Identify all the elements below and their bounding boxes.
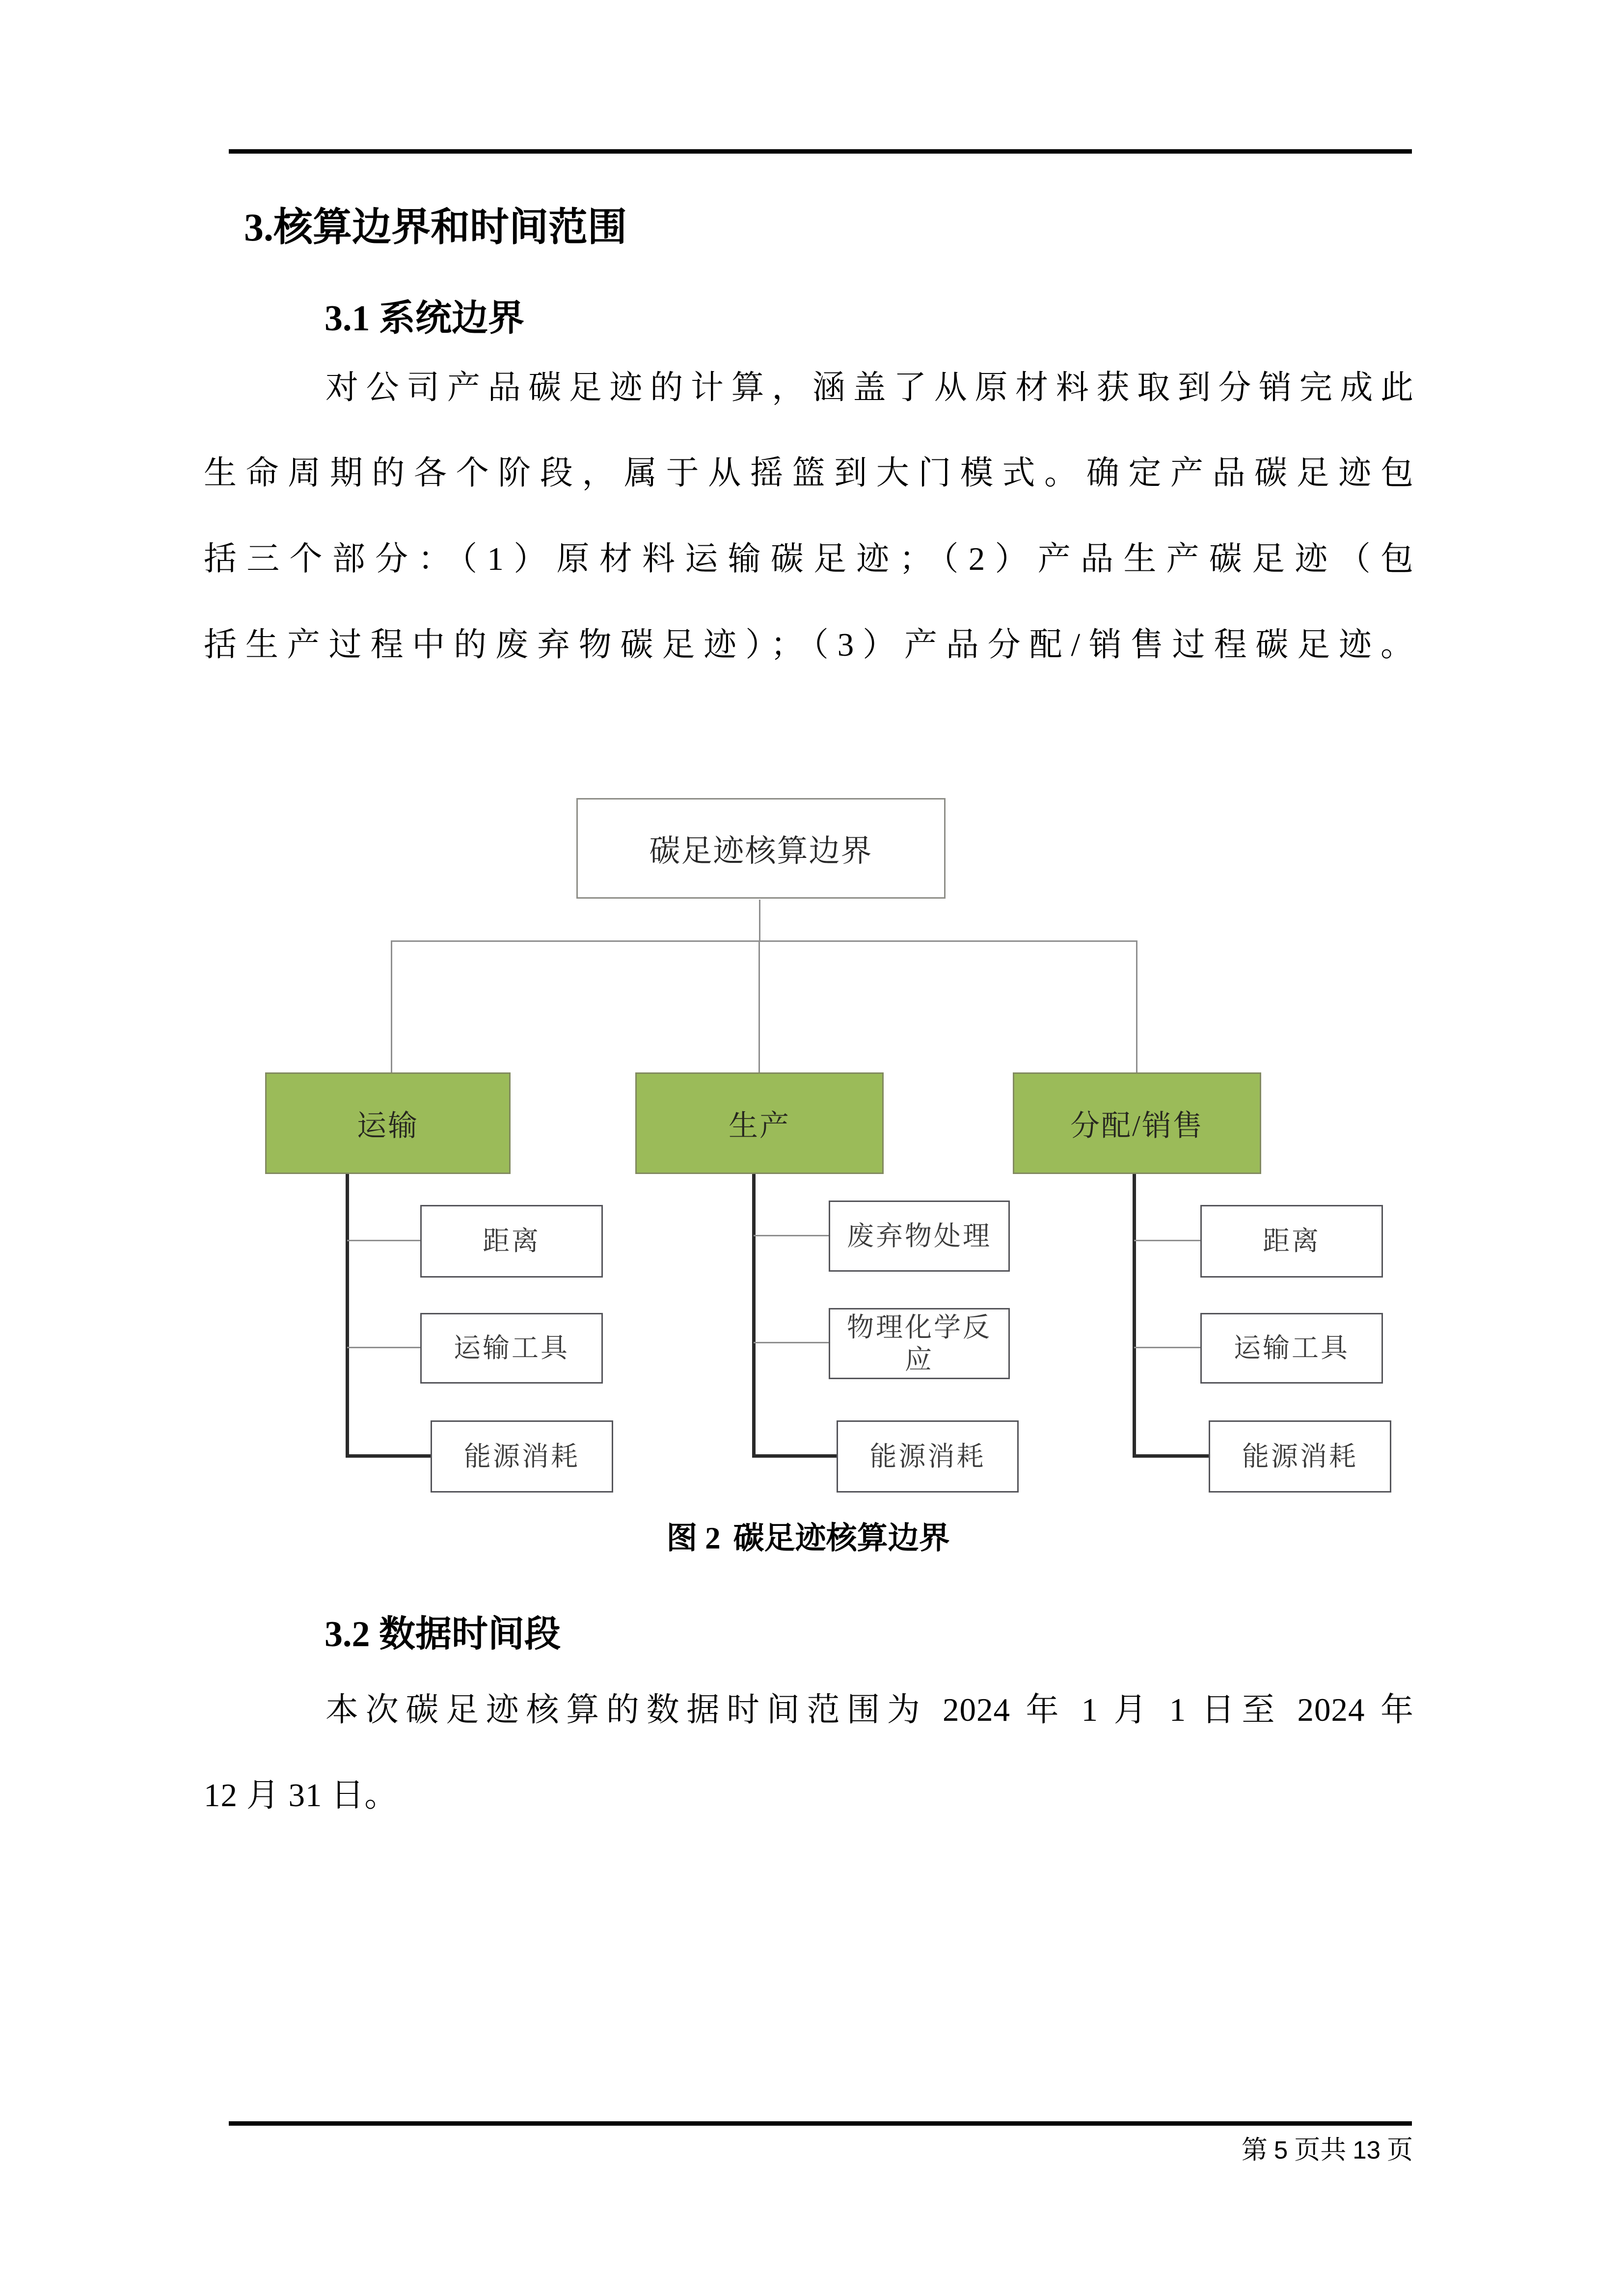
diagram-leaf-production-waste bbox=[829, 1201, 1010, 1272]
figure-caption bbox=[204, 1521, 1412, 1556]
paragraph-3-2-line-2: 12 月 31 日。 bbox=[204, 1777, 398, 1814]
current-page-number: 5 bbox=[1273, 2136, 1288, 2164]
connector-root-vertical bbox=[759, 900, 760, 941]
header-divider-line bbox=[229, 149, 1412, 154]
diagram-node-transport bbox=[265, 1072, 511, 1174]
diagram-leaf-transport-energy bbox=[431, 1420, 613, 1493]
connector-stub-production bbox=[758, 941, 760, 1073]
page-number-indicator bbox=[1242, 2129, 1413, 2166]
figure-caption-title: 碳足迹核算边界 bbox=[733, 1521, 950, 1555]
total-page-count: 13 bbox=[1353, 2136, 1380, 2164]
connector-branch-distribution-vehicle bbox=[1134, 1347, 1200, 1348]
leaf-label: 能源消耗 bbox=[463, 1441, 580, 1471]
figure-caption-number: 图 2 bbox=[666, 1521, 721, 1555]
diagram-leaf-distribution-energy bbox=[1209, 1420, 1391, 1493]
connector-stub-transport bbox=[391, 941, 392, 1073]
diagram-root-node bbox=[576, 798, 946, 899]
paragraph-3-1-line-2: 生命周期的各个阶段，属于从摇篮到大门模式。确定产品碳足迹包 bbox=[204, 455, 1414, 491]
diagram-node-transport-label: 运输 bbox=[357, 1109, 419, 1142]
paragraph-3-1-line-3: 括三个部分：（1）原材料运输碳足迹；（2）产品生产碳足迹（包 bbox=[204, 541, 1414, 577]
connector-stub-distribution bbox=[1136, 941, 1137, 1073]
connector-branch-production-reaction bbox=[754, 1342, 829, 1343]
connector-trunk-production bbox=[752, 1174, 756, 1458]
leaf-label: 物理化学反应 bbox=[846, 1312, 992, 1375]
page-number-middle: 页共 bbox=[1294, 2136, 1347, 2164]
leaf-label: 能源消耗 bbox=[1242, 1441, 1358, 1471]
leaf-label: 距离 bbox=[482, 1226, 541, 1256]
diagram-node-distribution-sales bbox=[1013, 1072, 1261, 1174]
connector-branch-transport-energy bbox=[347, 1454, 432, 1458]
diagram-leaf-transport-vehicle bbox=[420, 1313, 603, 1384]
subsection-heading-3-2: 3.2 数据时间段 bbox=[325, 1614, 561, 1655]
leaf-label: 废弃物处理 bbox=[846, 1221, 992, 1251]
diagram-node-production bbox=[635, 1072, 884, 1174]
subsection-heading-3-1: 3.1 系统边界 bbox=[325, 298, 524, 339]
connector-branch-distribution-distance bbox=[1134, 1240, 1200, 1241]
page-number-prefix: 第 bbox=[1241, 2136, 1268, 2164]
leaf-label: 距离 bbox=[1262, 1226, 1321, 1256]
connector-horizontal-bus bbox=[391, 940, 1137, 942]
paragraph-3-1-line-1: 对公司产品碳足迹的计算，涵盖了从原材料获取到分销完成此 bbox=[325, 370, 1414, 406]
diagram-leaf-production-reaction bbox=[829, 1308, 1010, 1379]
connector-trunk-distribution bbox=[1133, 1174, 1136, 1458]
leaf-label: 运输工具 bbox=[1233, 1333, 1350, 1363]
paragraph-3-2-line-1: 本次碳足迹核算的数据时间范围为 2024 年 1 月 1 日至 2024 年 bbox=[325, 1692, 1414, 1728]
section-heading-3: 3.核算边界和时间范围 bbox=[244, 206, 627, 249]
diagram-root-node-label: 碳足迹核算边界 bbox=[649, 834, 873, 868]
connector-branch-distribution-energy bbox=[1134, 1454, 1210, 1458]
connector-branch-production-waste bbox=[754, 1235, 829, 1236]
paragraph-3-1-line-4: 括生产过程中的废弃物碳足迹）；（3）产品分配/销售过程碳足迹。 bbox=[204, 627, 1414, 663]
connector-branch-production-energy bbox=[754, 1454, 838, 1458]
connector-branch-transport-distance bbox=[347, 1240, 421, 1241]
leaf-label: 运输工具 bbox=[453, 1333, 569, 1363]
page-number-suffix: 页 bbox=[1387, 2136, 1413, 2164]
connector-branch-transport-vehicle bbox=[347, 1347, 421, 1348]
diagram-leaf-distribution-vehicle bbox=[1200, 1313, 1383, 1384]
diagram-leaf-distribution-distance bbox=[1200, 1205, 1383, 1278]
diagram-node-distribution-sales-label: 分配/销售 bbox=[1070, 1109, 1204, 1142]
diagram-node-production-label: 生产 bbox=[729, 1109, 790, 1142]
footer-divider-line bbox=[229, 2121, 1412, 2126]
diagram-leaf-production-energy bbox=[837, 1420, 1019, 1493]
leaf-label: 能源消耗 bbox=[869, 1441, 986, 1471]
diagram-leaf-transport-distance bbox=[420, 1205, 603, 1278]
connector-trunk-transport bbox=[346, 1174, 349, 1458]
